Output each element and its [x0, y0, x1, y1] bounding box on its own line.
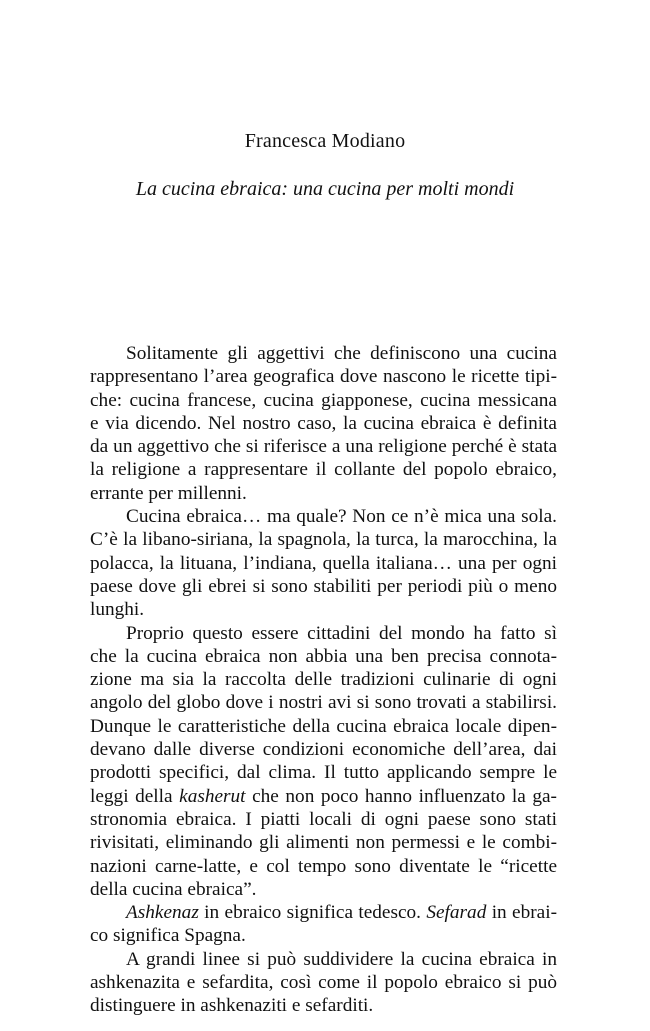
text-line [90, 808, 557, 831]
text-segment: zione ma sia la raccolta delle tradizioni culinarie di ogni [90, 669, 557, 691]
text-line [90, 668, 557, 691]
text-segment: errante per millenni. [90, 482, 247, 504]
italic-text: Ashkenaz [126, 902, 199, 924]
text-line [90, 458, 557, 481]
text-segment: Solitamente gli aggettivi che definiscono una cucina [126, 343, 557, 364]
text-line [90, 505, 557, 528]
text-line [90, 552, 557, 575]
paragraph [90, 901, 557, 948]
text-segment: distinguere in ashkenaziti e sefarditi. [90, 995, 374, 1017]
text-line [90, 691, 557, 714]
text-line [90, 528, 557, 551]
text-line [90, 761, 557, 784]
text-segment: polacca, la lituana, l’indiana, quella italiana… una per ogni [90, 552, 557, 574]
text-segment: in ebrai- [486, 902, 557, 924]
italic-text: Sefarad [426, 902, 487, 924]
paragraph [90, 342, 557, 505]
text-segment: la religione a rappresentare il collante del popolo ebraico, [90, 459, 557, 481]
text-segment: della cucina ebraica”. [90, 878, 257, 900]
text-line [90, 365, 557, 388]
text-segment: Dunque le caratteristiche della cucina ebraica locale dipen- [90, 715, 557, 737]
text-line [90, 994, 557, 1017]
text-line [90, 878, 557, 901]
text-line [90, 738, 557, 761]
text-segment: rappresentano l’area geografica dove nascono le ricette tipi- [90, 366, 557, 388]
chapter-title: La cucina ebraica: una cucina per molti mondi [135, 178, 515, 200]
text-segment: A grandi linee si può suddividere la cucina ebraica in [126, 948, 557, 970]
text-segment: C’è la libano-siriana, la spagnola, la turca, la marocchina, la [90, 529, 557, 551]
text-segment: rivisitati, eliminando gli alimenti non permessi e le combi- [90, 832, 557, 854]
text-line [90, 389, 557, 412]
paragraph [90, 622, 557, 902]
text-segment: leggi della [90, 785, 180, 807]
text-line [90, 924, 557, 947]
text-segment: da un aggettivo che si riferisce a una religione perché è stata [90, 436, 557, 458]
text-line [90, 901, 557, 924]
text-segment: Proprio questo essere cittadini del mondo ha fatto sì [126, 622, 557, 644]
text-line [90, 948, 557, 971]
text-line [90, 622, 557, 645]
text-segment: che: cucina francese, cucina giapponese, cucina messicana [90, 389, 557, 411]
text-line [90, 412, 557, 435]
text-segment: Cucina ebraica… ma quale? Non ce n’è mica una sola. [126, 506, 557, 528]
text-line [90, 971, 557, 994]
text-line [90, 482, 557, 505]
text-line [90, 342, 557, 365]
text-line [90, 855, 557, 878]
text-segment: co significa Spagna. [90, 925, 246, 947]
text-segment: lunghi. [90, 599, 145, 621]
text-segment: nazioni carne-latte, e col tempo sono diventate le “ricette [90, 855, 557, 877]
paragraph [90, 948, 557, 1018]
text-line [90, 575, 557, 598]
text-line [90, 831, 557, 854]
text-line [90, 645, 557, 668]
italic-text: kasherut [179, 785, 246, 807]
text-line [90, 785, 557, 808]
text-segment: devano dalle diverse condizioni economiche dell’area, dai [90, 739, 557, 761]
text-segment: angolo del globo dove i nostri avi si sono trovati a stabilirsi. [90, 692, 557, 714]
author-name: Francesca Modiano [244, 130, 406, 152]
text-line [90, 598, 557, 621]
paragraph [90, 505, 557, 621]
text-segment: che non poco hanno influenzato la ga- [245, 785, 557, 807]
text-segment: in ebraico significa tedesco. [198, 902, 427, 924]
text-segment: ashkenazita e sefardita, così come il popolo ebraico si può [90, 972, 557, 994]
text-segment: stronomia ebraica. I piatti locali di ogni paese sono stati [90, 808, 557, 830]
text-line [90, 715, 557, 738]
text-segment: paese dove gli ebrei si sono stabiliti per periodi più o meno [90, 575, 557, 597]
text-segment: e via dicendo. Nel nostro caso, la cucina ebraica è definita [90, 412, 557, 434]
body-text [90, 342, 557, 1018]
text-segment: che la cucina ebraica non abbia una ben precisa connota- [90, 645, 557, 667]
text-line [90, 435, 557, 458]
text-segment: prodotti specifici, dal clima. Il tutto applicando sempre le [90, 762, 557, 784]
